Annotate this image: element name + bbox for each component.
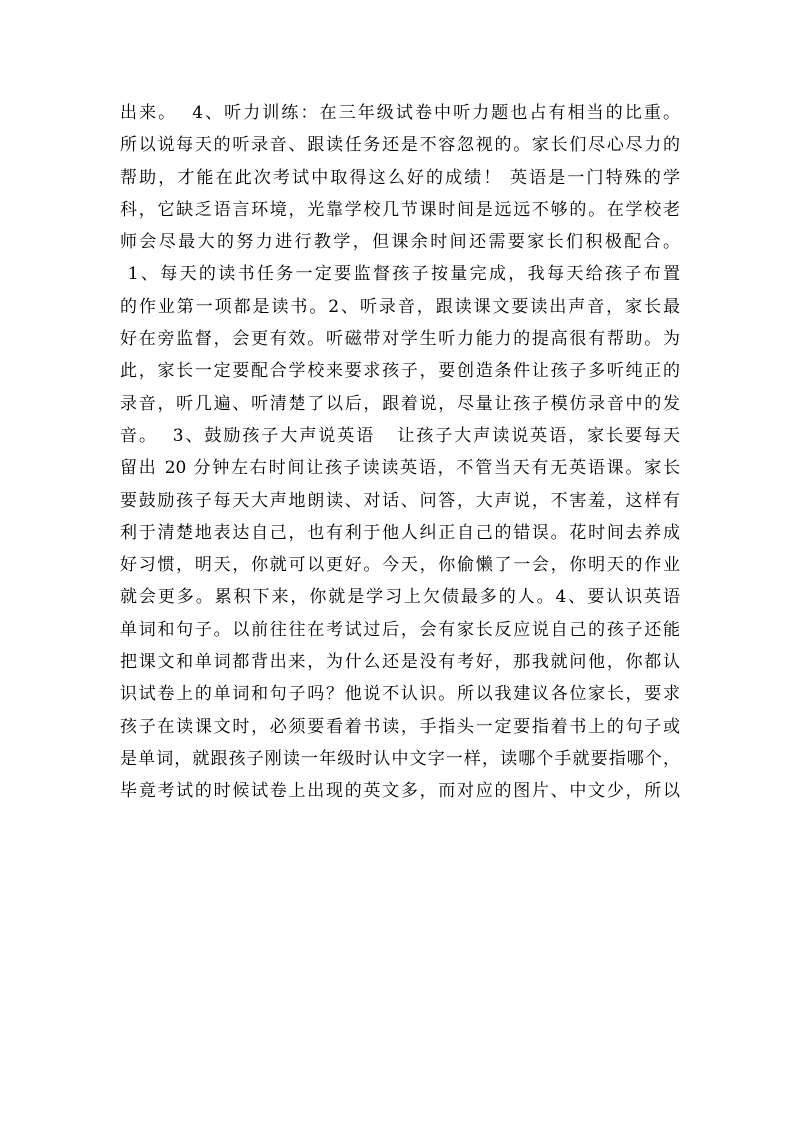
text-line: 师会尽最大的努力进行教学，但课余时间还需要家长们积极配合。: [120, 232, 680, 253]
text-line: 是单词，就跟孩子刚读一年级时认中文字一样，读哪个手就要指哪个，: [120, 748, 680, 769]
text-line: 利于清楚地表达自己，也有利于他人纠正自己的错误。花时间去养成: [120, 522, 680, 543]
text-line: 录音，听几遍、听清楚了以后，跟着说，尽量让孩子模仿录音中的发: [120, 393, 680, 414]
text-line: 好在旁监督，会更有效。听磁带对学生听力能力的提高很有帮助。为: [120, 329, 680, 350]
text-line: 科，它缺乏语言环境，光靠学校几节课时间是远远不够的。在学校老: [120, 199, 680, 220]
text-line: 好习惯，明天，你就可以更好。今天，你偷懒了一会，你明天的作业: [120, 555, 680, 576]
text-line: 的作业第一项都是读书。2、听录音，跟读课文要读出声音，家长最: [120, 296, 680, 317]
text-line: 单词和句子。以前往往在考试过后，会有家长反应说自己的孩子还能: [120, 619, 680, 640]
text-line: 毕竟考试的时候试卷上出现的英文多，而对应的图片、中文少，所以: [120, 781, 680, 802]
text-line: 要鼓励孩子每天大声地朗读、对话、问答，大声说，不害羞，这样有: [120, 490, 680, 511]
text-line: 就会更多。累积下来，你就是学习上欠债最多的人。4、要认识英语: [120, 587, 680, 608]
body-text: [120, 97, 680, 808]
text-line: 识试卷上的单词和句子吗？他说不认识。所以我建议各位家长，要求: [120, 684, 680, 705]
text-line: 留出 20 分钟左右时间让孩子读读英语，不管当天有无英语课。家长: [120, 458, 680, 479]
text-line: 孩子在读课文时，必须要看着书读，手指头一定要指着书上的句子或: [120, 716, 680, 737]
text-line: 所以说每天的听录音、跟读任务还是不容忽视的。家长们尽心尽力的: [120, 135, 680, 156]
text-line: 音。 3、鼓励孩子大声说英语 让孩子大声读说英语，家长要每天: [120, 425, 680, 446]
text-line: 1、每天的读书任务一定要监督孩子按量完成，我每天给孩子布置: [120, 264, 680, 285]
text-line: 此，家长一定要配合学校来要求孩子，要创造条件让孩子多听纯正的: [120, 361, 680, 382]
text-line: 帮助，才能在此次考试中取得这么好的成绩！ 英语是一门特殊的学: [120, 167, 680, 188]
text-line: 出来。 4、听力训练：在三年级试卷中听力题也占有相当的比重。: [120, 103, 680, 123]
text-line: 把课文和单词都背出来，为什么还是没有考好，那我就问他，你都认: [120, 652, 680, 673]
